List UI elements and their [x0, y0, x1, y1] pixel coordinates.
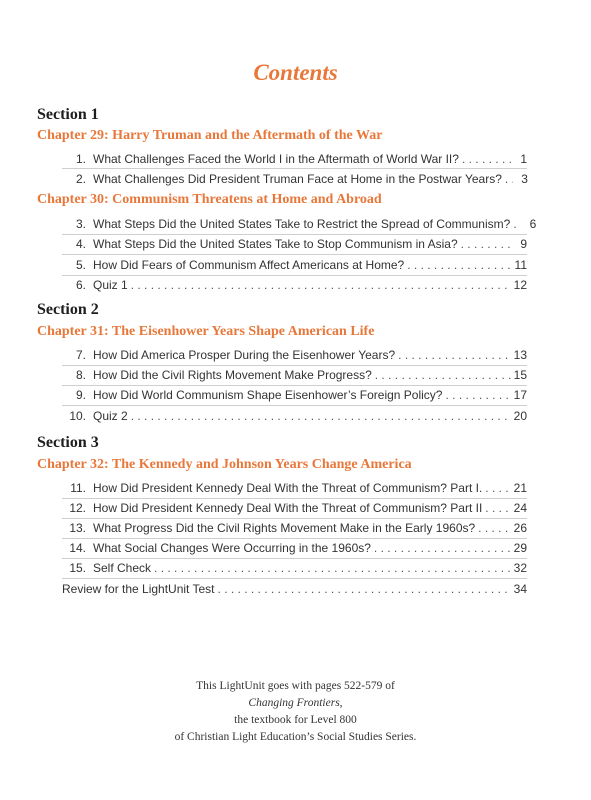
- toc-entry: [62, 560, 527, 576]
- entry-page: 29: [513, 541, 527, 555]
- toc-entry: [62, 151, 527, 167]
- entry-page: 17: [513, 388, 527, 402]
- entry-page: 6: [529, 217, 537, 231]
- entry-page: 34: [513, 582, 527, 596]
- entry-page: 11: [514, 258, 527, 272]
- entry-page: 12: [513, 278, 527, 292]
- section-heading: Section 3: [37, 434, 99, 451]
- dot-leader: [445, 387, 510, 403]
- divider: [62, 234, 527, 235]
- toc-entry: [62, 367, 527, 383]
- entry-title: How Did the Civil Rights Movement Make Progress?: [93, 368, 372, 382]
- entry-title: How Did America Prosper During the Eisenhower Years?: [93, 348, 396, 362]
- divider: [62, 518, 527, 519]
- entry-number: 9.: [75, 388, 86, 402]
- entry-number: 6.: [75, 278, 86, 292]
- chapter-heading: Chapter 32: The Kennedy and Johnson Years Change America: [37, 457, 412, 472]
- textbook-note: [0, 678, 591, 746]
- divider: [62, 365, 527, 366]
- entry-page: 13: [513, 348, 527, 362]
- entry-number: 10.: [69, 409, 86, 423]
- dot-leader: [505, 171, 513, 187]
- entry-title: How Did World Communism Shape Eisenhower’s Foreign Policy?: [93, 388, 443, 402]
- entry-number: 13.: [69, 521, 86, 535]
- toc-entry: [62, 216, 537, 232]
- note-book-title: Changing Frontiers,: [248, 697, 343, 709]
- dot-leader: [485, 480, 510, 496]
- entry-title: What Challenges Did President Truman Face at Home in the Postwar Years?: [93, 172, 502, 186]
- entry-title: What Challenges Faced the World I in the Aftermath of World War II?: [93, 152, 459, 166]
- chapter-heading: Chapter 30: Communism Threatens at Home and Abroad: [37, 192, 382, 207]
- dot-leader: [154, 560, 511, 576]
- toc-entry: [62, 277, 527, 293]
- toc-entry: [62, 500, 527, 516]
- divider: [62, 405, 527, 406]
- dot-leader: [131, 408, 511, 424]
- entry-number: 11.: [70, 481, 86, 495]
- toc-entry: [62, 171, 527, 187]
- entry-title: Review for the LightUnit Test: [62, 582, 215, 596]
- entry-title: What Steps Did the United States Take to Stop Communism in Asia?: [93, 237, 458, 251]
- dot-leader: [375, 367, 511, 383]
- dot-leader: [478, 520, 510, 536]
- divider: [62, 385, 527, 386]
- entry-title: How Did President Kennedy Deal With the Threat of Communism? Part II: [93, 501, 483, 515]
- divider: [62, 498, 527, 499]
- dot-leader: [131, 277, 511, 293]
- entry-number: 7.: [75, 348, 86, 362]
- note-line: the textbook for Level 800: [234, 714, 357, 726]
- dot-leader: [461, 236, 512, 252]
- page-title: Contents: [253, 60, 338, 85]
- entry-title: What Steps Did the United States Take to Restrict the Spread of Communism?: [93, 217, 511, 231]
- dot-leader: [398, 347, 510, 363]
- divider: [62, 558, 527, 559]
- entry-number: 2.: [75, 172, 86, 186]
- divider: [62, 254, 527, 255]
- toc-entry: [62, 257, 527, 273]
- entry-title: How Did Fears of Communism Affect Americans at Home?: [93, 258, 405, 272]
- entry-title: Self Check: [93, 561, 152, 575]
- divider: [62, 538, 527, 539]
- divider: [62, 275, 527, 276]
- entry-title: What Progress Did the Civil Rights Movement Make in the Early 1960s?: [93, 521, 476, 535]
- entry-title: Quiz 1: [93, 278, 128, 292]
- entry-title: What Social Changes Were Occurring in the 1960s?: [93, 541, 371, 555]
- dot-leader: [218, 581, 511, 597]
- chapter-heading: Chapter 31: The Eisenhower Years Shape American Life: [37, 324, 375, 339]
- toc-entry: [62, 347, 527, 363]
- note-line: of Christian Light Education’s Social Studies Series.: [174, 731, 417, 743]
- toc-entry: [62, 387, 527, 403]
- entry-page: 1: [520, 152, 527, 166]
- dot-leader: [513, 216, 521, 232]
- toc-entry: [62, 540, 527, 556]
- entry-number: 1.: [75, 152, 86, 166]
- entry-number: 8.: [75, 368, 86, 382]
- entry-page: 20: [513, 409, 527, 423]
- entry-page: 15: [513, 368, 527, 382]
- entry-page: 3: [521, 172, 528, 186]
- divider: [62, 578, 527, 579]
- section-heading: Section 1: [37, 106, 99, 123]
- entry-number: 14.: [69, 541, 86, 555]
- entry-number: 15.: [69, 561, 86, 575]
- entry-title: Quiz 2: [93, 409, 128, 423]
- dot-leader: [374, 540, 511, 556]
- dot-leader: [407, 257, 511, 273]
- entry-page: 21: [513, 481, 527, 495]
- divider: [62, 168, 527, 169]
- entry-page: 9: [520, 237, 527, 251]
- chapter-heading: Chapter 29: Harry Truman and the Aftermath of the War: [37, 128, 383, 143]
- toc-entry: [62, 236, 527, 252]
- entry-number: 5.: [75, 258, 86, 272]
- entry-number: 3.: [75, 217, 86, 231]
- entry-title: How Did President Kennedy Deal With the Threat of Communism? Part I.: [93, 481, 483, 495]
- dot-leader: [485, 500, 510, 516]
- section-heading: Section 2: [37, 301, 99, 318]
- toc-entry: [62, 480, 527, 496]
- entry-number: 4.: [75, 237, 86, 251]
- toc-entry: [62, 408, 527, 424]
- toc-entry-review: [62, 581, 527, 597]
- note-line: This LightUnit goes with pages 522-579 of: [196, 680, 395, 692]
- entry-page: 32: [513, 561, 527, 575]
- entry-number: 12.: [69, 501, 86, 515]
- dot-leader: [462, 151, 512, 167]
- entry-page: 26: [513, 521, 527, 535]
- entry-page: 24: [513, 501, 527, 515]
- toc-entry: [62, 520, 527, 536]
